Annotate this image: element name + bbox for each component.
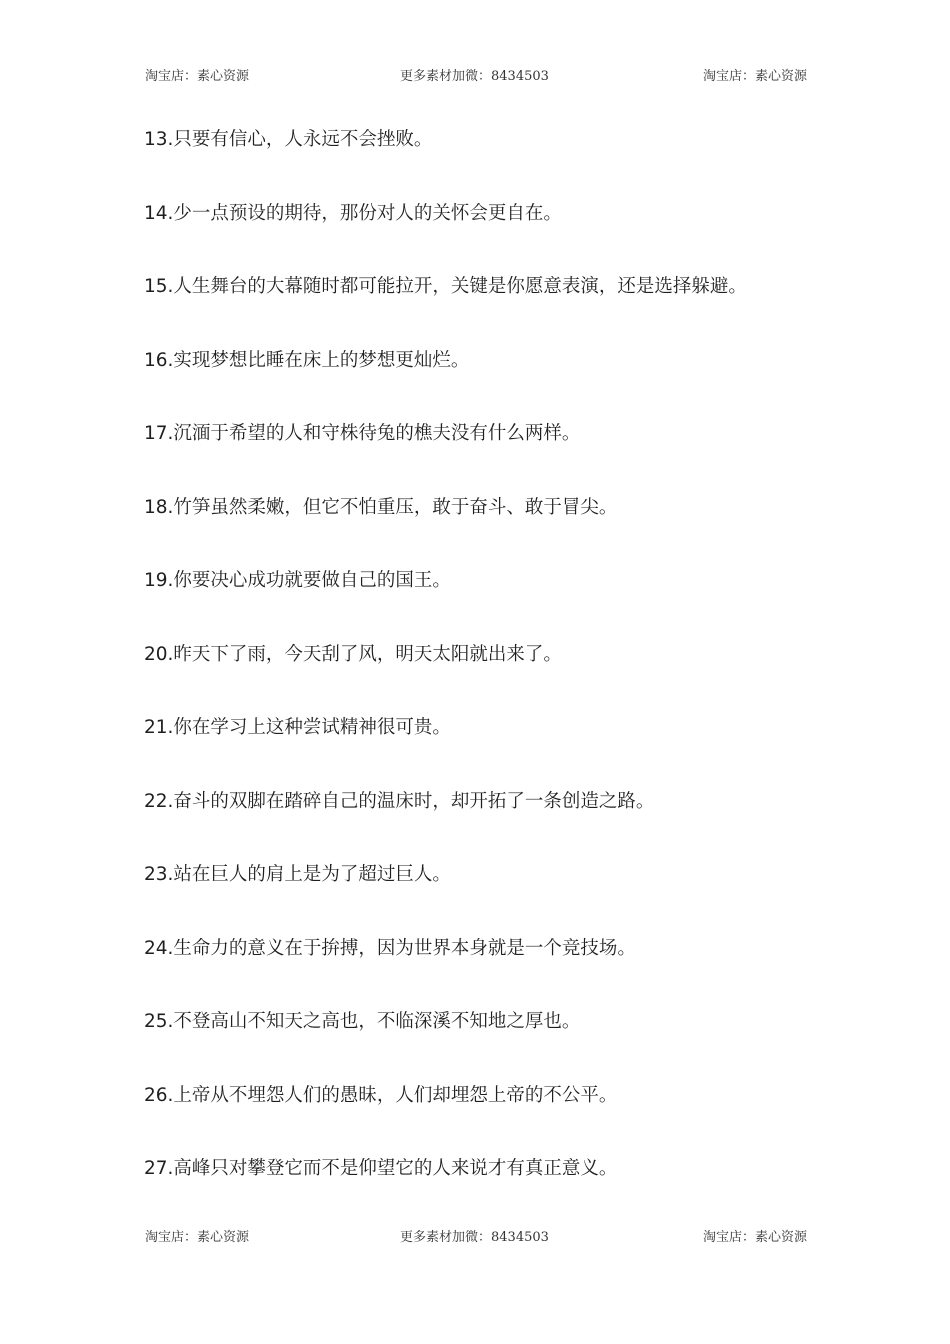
quote-line: 15.人生舞台的大幕随时都可能拉开，关键是你愿意表演，还是选择躲避。 xyxy=(144,276,747,297)
header-left-text: 淘宝店：素心资源 xyxy=(145,69,250,84)
quote-line: 20.昨天下了雨，今天刮了风，明天太阳就出来了。 xyxy=(144,643,562,665)
quote-line: 16.实现梦想比睡在床上的梦想更灿烂。 xyxy=(144,349,470,371)
quote-line: 27.高峰只对攀登它而不是仰望它的人来说才有真正意义。 xyxy=(144,1158,618,1179)
quote-line: 23.站在巨人的肩上是为了超过巨人。 xyxy=(144,864,451,885)
footer-right-text: 淘宝店：素心资源 xyxy=(702,1230,807,1245)
quote-line: 26.上帝从不埋怨人们的愚昧，人们却埋怨上帝的不公平。 xyxy=(144,1084,618,1106)
quote-list xyxy=(144,126,824,1229)
quote-line: 24.生命力的意义在于拚搏，因为世界本身就是一个竞技场。 xyxy=(144,937,636,959)
quote-line: 22.奋斗的双脚在踏碎自己的温床时，却开拓了一条创造之路。 xyxy=(144,790,655,812)
footer-center-text: 更多素材加微：8434503 xyxy=(400,1230,549,1245)
quote-line: 19.你要决心成功就要做自己的国王。 xyxy=(144,570,451,591)
quote-line: 25.不登高山不知天之高也，不临深溪不知地之厚也。 xyxy=(144,1011,581,1032)
quote-line: 18.竹笋虽然柔嫩，但它不怕重压，敢于奋斗、敢于冒尖。 xyxy=(144,496,618,518)
quote-line: 14.少一点预设的期待，那份对人的关怀会更自在。 xyxy=(144,202,562,224)
page-footer xyxy=(145,1228,807,1248)
header-center-text: 更多素材加微：8434503 xyxy=(400,69,549,84)
footer-left-text: 淘宝店：素心资源 xyxy=(145,1230,250,1245)
quote-line: 13.只要有信心，人永远不会挫败。 xyxy=(144,129,433,150)
page-header xyxy=(145,67,807,87)
quote-line: 17.沉湎于希望的人和守株待兔的樵夫没有什么两样。 xyxy=(144,423,581,444)
header-right-text: 淘宝店：素心资源 xyxy=(702,69,807,84)
quote-line: 21.你在学习上这种尝试精神很可贵。 xyxy=(144,717,451,738)
